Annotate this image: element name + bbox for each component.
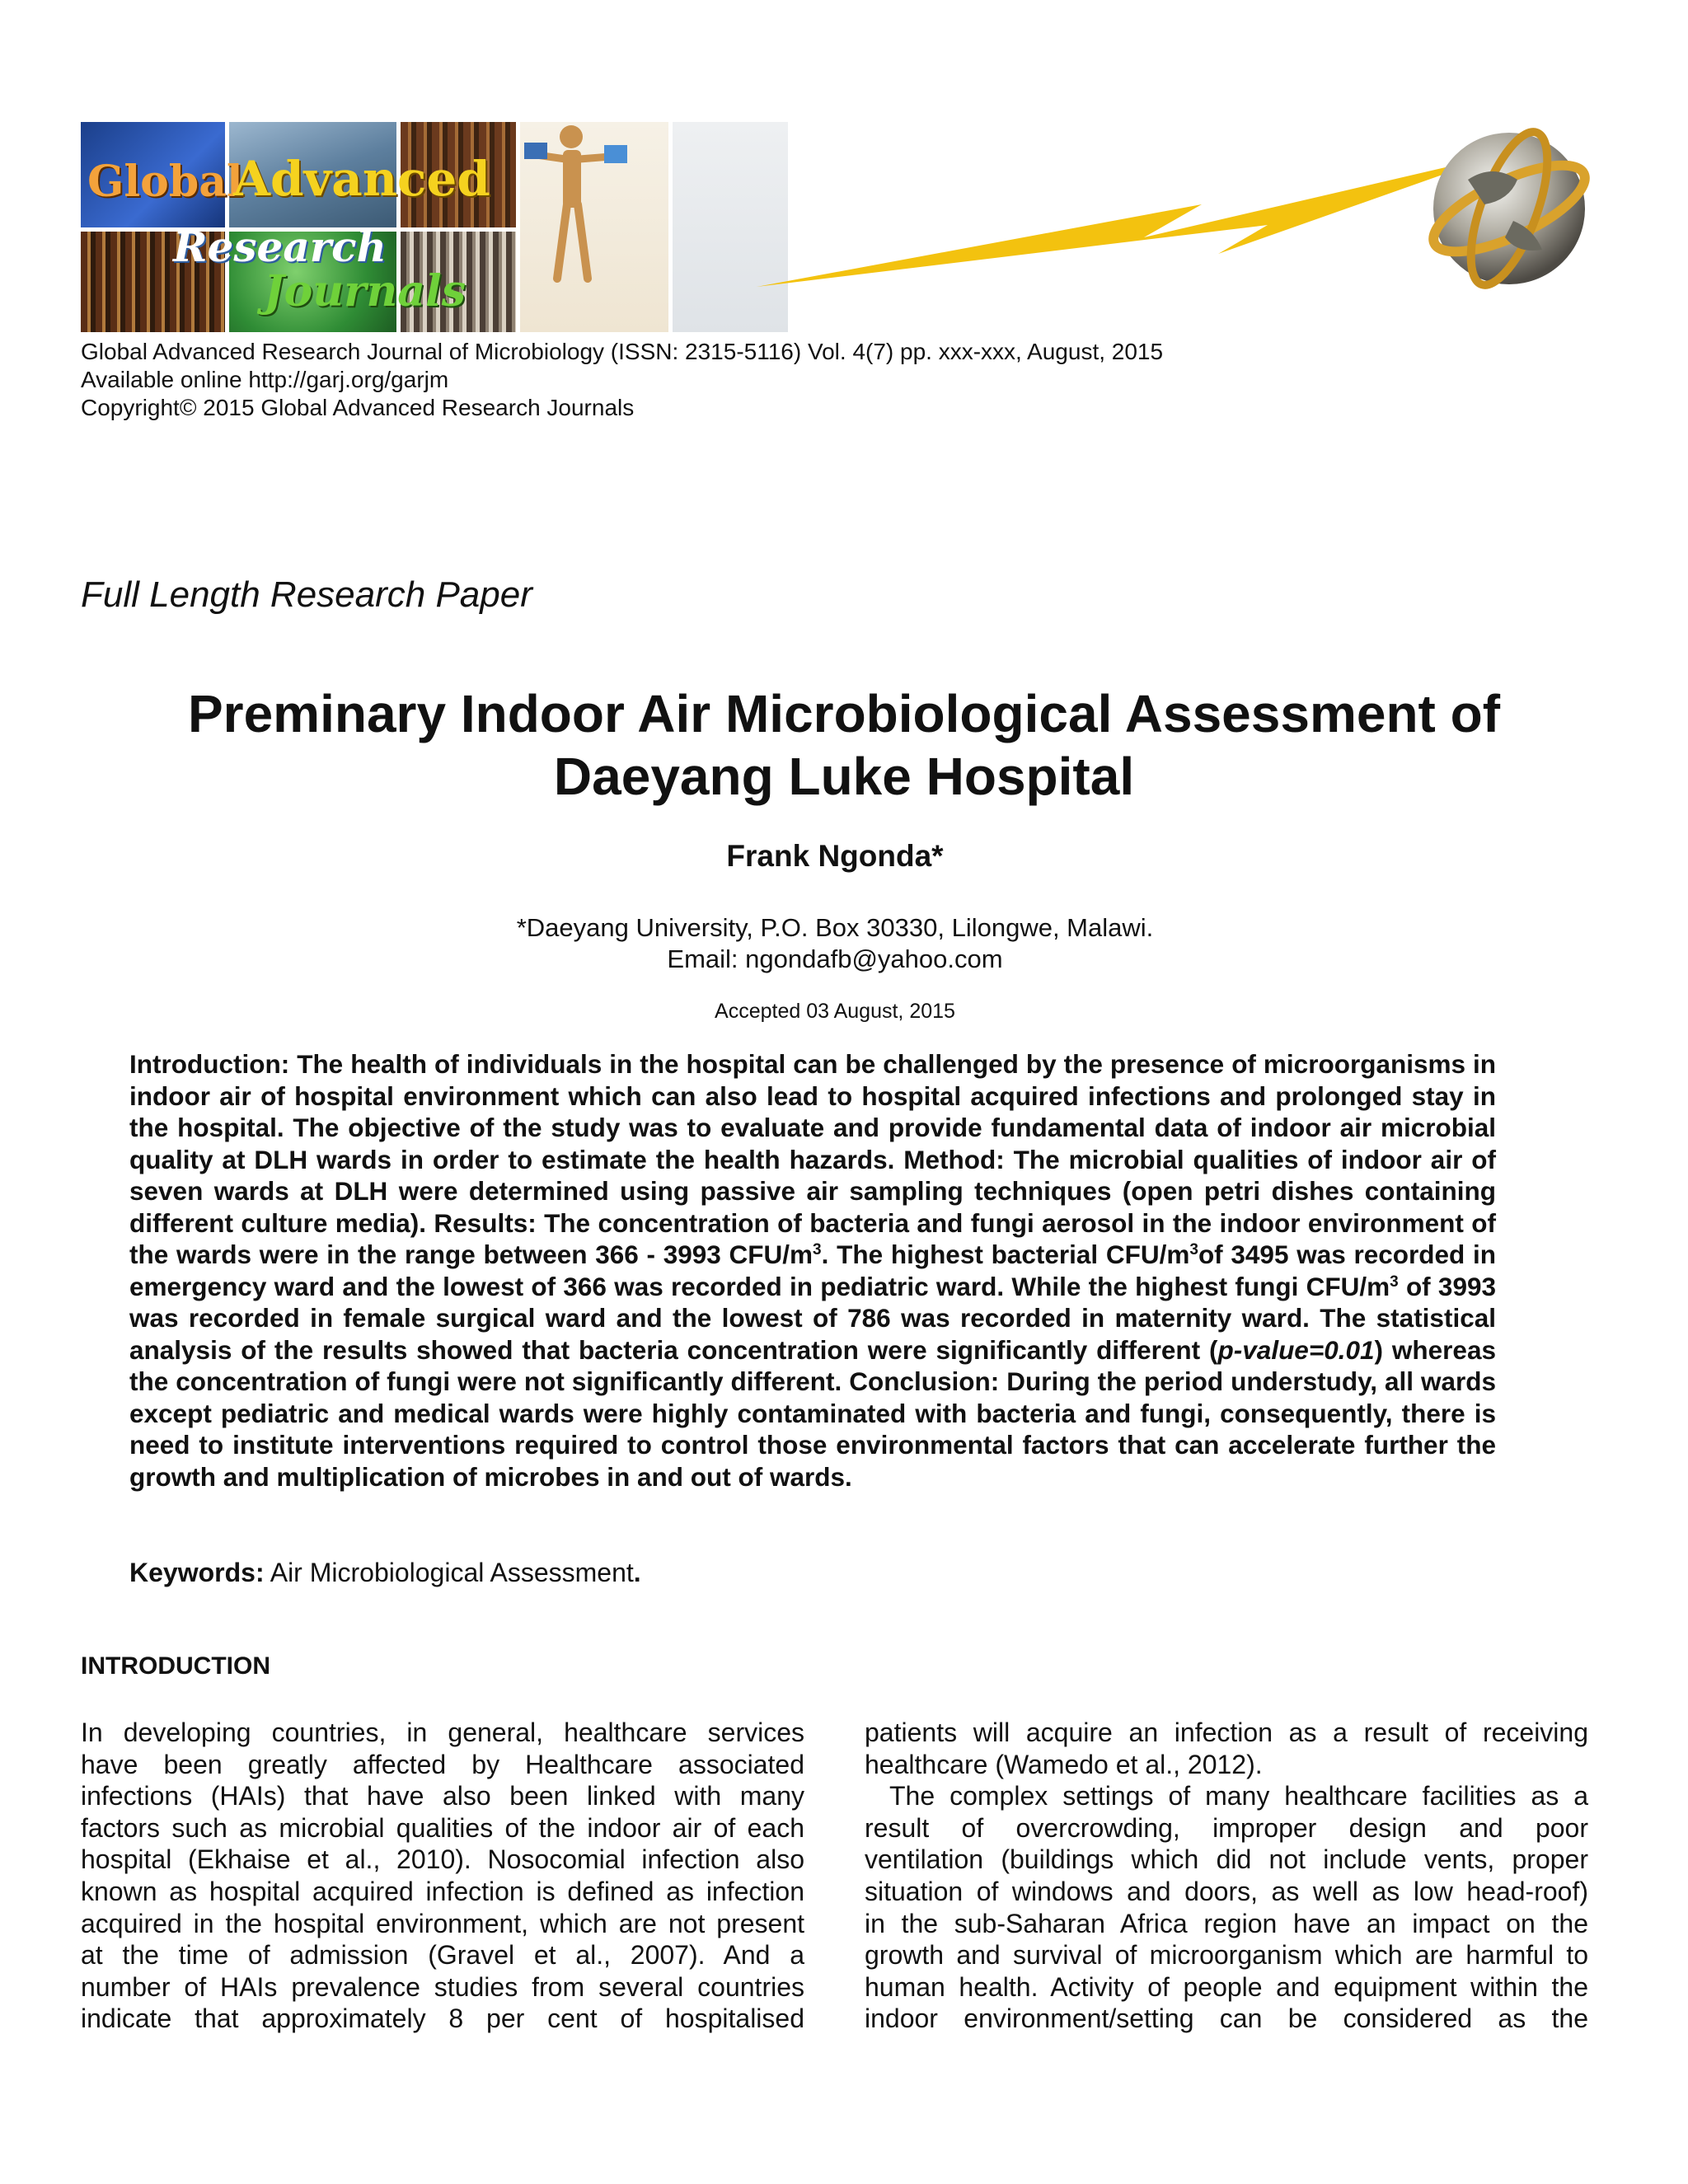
- paper-title: [82, 682, 1606, 808]
- keywords: [129, 1558, 641, 1588]
- body-line: patients will acquire an infection as a result of receiving: [865, 1718, 1588, 1747]
- logo-word-research: Research: [173, 223, 387, 271]
- logo-word-global: Global: [87, 157, 243, 207]
- body-line: In developing countries, in general, healthcare services: [81, 1718, 804, 1747]
- body-line: healthcare (Wamedo et al., 2012).: [865, 1749, 1263, 1779]
- body-line: ventilation (buildings which did not include vents, proper: [865, 1844, 1588, 1875]
- body-column-right: [865, 1717, 1588, 2035]
- globe-icon: [1423, 122, 1596, 295]
- paper-type: Full Length Research Paper: [81, 574, 532, 615]
- abstract-paragraph: [129, 1048, 1496, 1493]
- abstract: [129, 1048, 1496, 1493]
- body-line: have been greatly affected by Healthcare associated: [81, 1749, 804, 1779]
- wooden-figure-icon: [520, 122, 668, 332]
- body-line: hospital (Ekhaise et al., 2010). Nosocomial infection also: [81, 1844, 804, 1875]
- accepted-date: Accepted 03 August, 2015: [715, 1000, 955, 1023]
- journal-banner: [81, 122, 1593, 332]
- body-line: in the sub-Saharan Africa region have an impact on the: [865, 1908, 1588, 1938]
- author-name: Frank Ngonda*: [726, 839, 944, 873]
- body-line: indoor environment/setting can be considered as the: [865, 2004, 1588, 2034]
- keywords-period: .: [633, 1558, 641, 1587]
- body-line: factors such as microbial qualities of the indoor air of each: [81, 1812, 804, 1843]
- body-line: The complex settings of many healthcare facilities as a: [889, 1781, 1588, 1811]
- abstract-text-2: . The highest bacterial CFU/m: [821, 1240, 1190, 1269]
- author-email: Email: ngondafb@yahoo.com: [667, 944, 1003, 973]
- keywords-label: Keywords:: [129, 1558, 265, 1587]
- logo-word-journals: Journals: [264, 266, 467, 316]
- body-line: acquired in the hospital environment, which are not present: [81, 1908, 804, 1938]
- body-line: result of overcrowding, improper design and poor: [865, 1812, 1588, 1843]
- body-line: infections (HAIs) that have also been linked with many: [81, 1781, 804, 1811]
- paper-title-line-2: Daeyang Luke Hospital: [553, 747, 1135, 806]
- superscript-3: 3: [1189, 1241, 1198, 1258]
- p-value: p-value=0.01: [1217, 1334, 1375, 1365]
- paper-title-line-1: Preminary Indoor Air Microbiological Assessment of: [187, 684, 1501, 743]
- available-online-line: Available online http://garj.org/garjm: [81, 367, 449, 392]
- superscript-3: 3: [813, 1241, 822, 1258]
- body-line: human health. Activity of people and equipment within the: [865, 1971, 1588, 2002]
- banner-tile-figure: [520, 122, 668, 332]
- section-heading-introduction: INTRODUCTION: [81, 1652, 270, 1680]
- body-column-left: [81, 1717, 804, 2035]
- copyright-line: Copyright© 2015 Global Advanced Research Journals: [81, 395, 635, 420]
- body-line: number of HAIs prevalence studies from several countries: [81, 1971, 804, 2002]
- body-line: at the time of admission (Gravel et al., 2007). And a: [81, 1940, 804, 1971]
- body-line: known as hospital acquired infection is defined as infection: [81, 1876, 804, 1906]
- abstract-text-3: of 3495 was recorded in emergency ward and the lowest of 366 was recorded in pediatric ward. While the highest fungi CFU/m: [129, 1240, 1496, 1301]
- author-affiliation: *Daeyang University, P.O. Box 30330, Lilongwe, Malawi.: [516, 913, 1154, 942]
- logo-word-advanced: Advanced: [233, 151, 490, 207]
- abstract-text-1: Introduction: The health of individuals in the hospital can be challenged by the presence of microorganisms in indoor air of hospital environment which can also lead to hospital acquired infections and prolonged stay in the hospital. The objective of the study was to evaluate and provide fundamental data of indoor air microbial quality at DLH wards in order to estimate the health hazards. Method: The microbial qualities of indoor air of seven wards at DLH were determined using passive air sampling techniques (open petri dishes containing different culture media). Results: The concentration of bacteria and fungi aerosol in the indoor environment of the wards were in the range between 366 - 3993 CFU/m: [129, 1049, 1496, 1269]
- keywords-value: Air Microbiological Assessment: [270, 1558, 634, 1587]
- body-line: growth and survival of microorganism which are harmful to: [865, 1940, 1588, 1971]
- journal-citation-line: Global Advanced Research Journal of Microbiology (ISSN: 2315-5116) Vol. 4(7) pp. xxx-xxx, August, 2015: [81, 339, 1164, 364]
- abstract-text-4: of 3993 was recorded in female surgical ward and the lowest of 786 was recorded in maternity ward. The statistical analysis of the results showed that bacteria concentration were significantly different (: [129, 1271, 1497, 1365]
- body-line: situation of windows and doors, as well as low head-roof): [865, 1876, 1588, 1906]
- abstract-text-5: ) whereas the concentration of fungi were not significantly different. Conclusion: During the period understudy, all wards except pediatric and medical wards were highly contaminated with bacteria and fungi, consequently, there is need to institute interventions required to control those environmental factors that can accelerate further the growth and multiplication of microbes in and out of wards.: [129, 1334, 1496, 1492]
- body-line: indicate that approximately 8 per cent of hospitalised: [81, 2004, 804, 2034]
- superscript-3: 3: [1390, 1272, 1399, 1291]
